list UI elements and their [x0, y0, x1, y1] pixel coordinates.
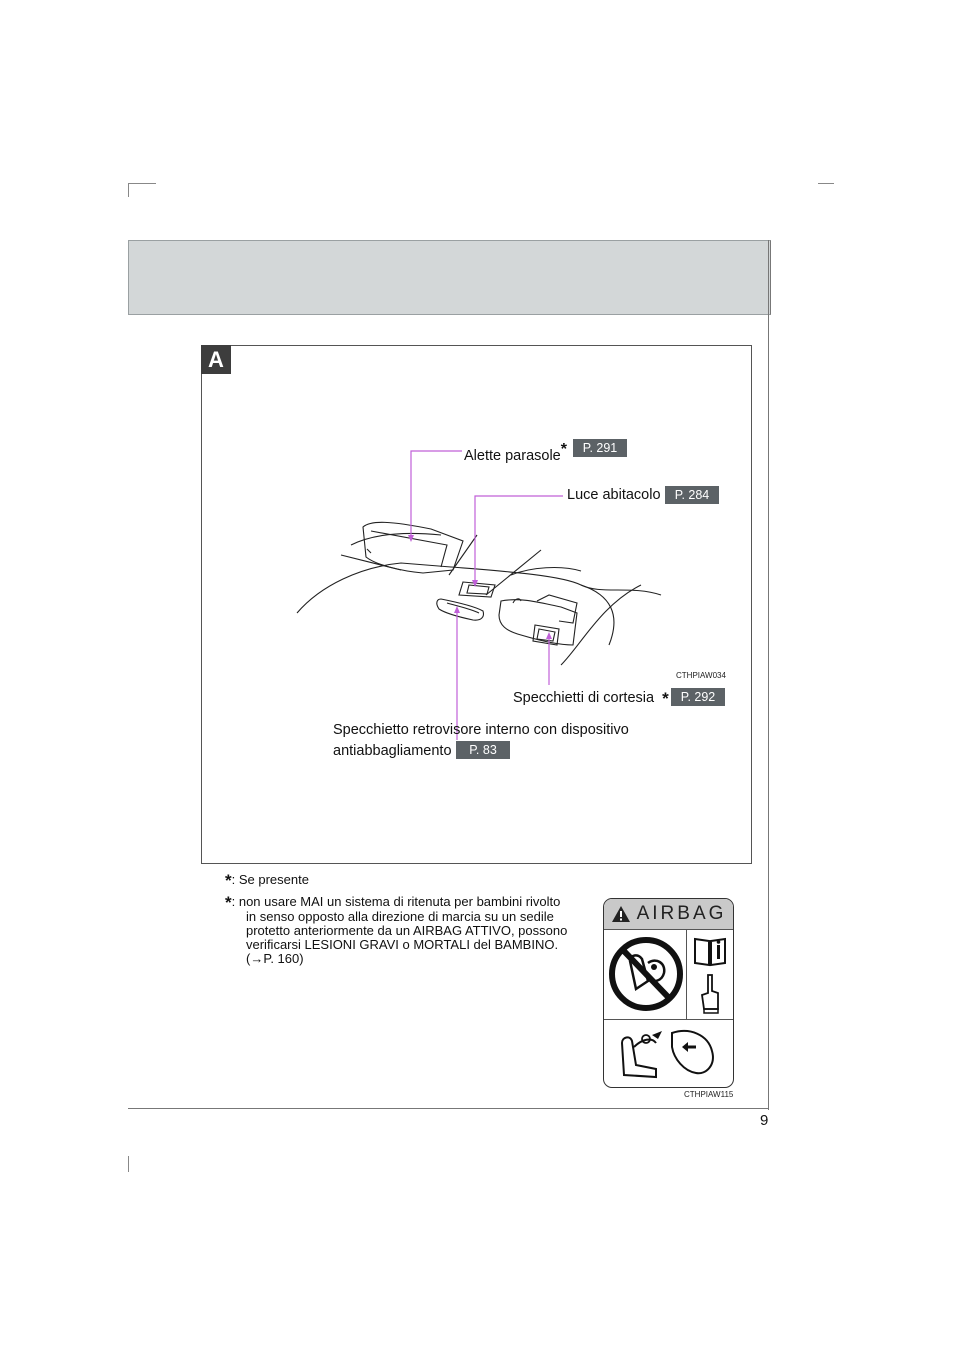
callout-interior-light: Luce abitacolo [567, 487, 661, 503]
warning-line: (→P. 160) [246, 951, 304, 966]
section-badge: A [201, 345, 231, 374]
asterisk-marker: * [225, 893, 232, 912]
airbag-deploy-diagram-icon [612, 1025, 724, 1083]
page-ref-link[interactable]: P. 83 [456, 741, 510, 759]
no-rear-facing-seat-icon [608, 933, 684, 1015]
asterisk-marker: * [225, 871, 232, 890]
airbag-warning-label [603, 898, 734, 1088]
page-ref-link[interactable]: P. 292 [671, 688, 725, 706]
header-band [128, 240, 771, 315]
illustration-code: CTHPIAW034 [676, 671, 726, 680]
warning-triangle-icon [611, 905, 631, 923]
crop-mark [128, 1156, 129, 1172]
page-ref-link[interactable]: P. 284 [665, 486, 719, 504]
crop-mark [128, 183, 129, 197]
callout-vanity-mirrors [513, 689, 669, 709]
callout-label: Specchietti di cortesia [513, 690, 655, 706]
warning-line: protetto anteriormente da un AIRBAG ATTIVO, possono [246, 923, 568, 938]
footnote-text: : Se presente [231, 872, 309, 887]
optional-marker: * [662, 689, 669, 708]
footer-rule [128, 1108, 769, 1109]
footnote [225, 873, 309, 888]
overhead-console-illustration [201, 345, 751, 863]
airbag-label-title: AIRBAG [636, 903, 727, 924]
callout-rearview-mirror-line1: Specchietto retrovisore interno con dispositivo [333, 722, 629, 738]
optional-marker: * [560, 441, 567, 458]
crop-mark [128, 183, 156, 184]
callout-sun-visors [464, 441, 567, 464]
callout-label: Alette parasole [464, 448, 561, 464]
callout-rearview-mirror-line2: antiabbagliamento [333, 743, 452, 759]
page-number: 9 [760, 1112, 769, 1129]
airbag-warning [225, 895, 567, 966]
warning-line: verificarsi LESIONI GRAVI o MORTALI del BAMBINO. [246, 937, 559, 952]
warning-line: in senso opposto alla direzione di marcia su un sedile [246, 909, 554, 924]
airbag-label-header [604, 899, 733, 930]
warning-line: : non usare MAI un sistema di ritenuta per bambini rivolto [231, 894, 561, 909]
page-ref-link[interactable]: P. 291 [573, 439, 627, 457]
crop-mark [818, 183, 834, 184]
manual-info-icon [692, 935, 728, 969]
margin-rule [768, 240, 769, 1110]
pointing-hand-icon [698, 973, 722, 1015]
airbag-label-code: CTHPIAW115 [684, 1090, 734, 1099]
